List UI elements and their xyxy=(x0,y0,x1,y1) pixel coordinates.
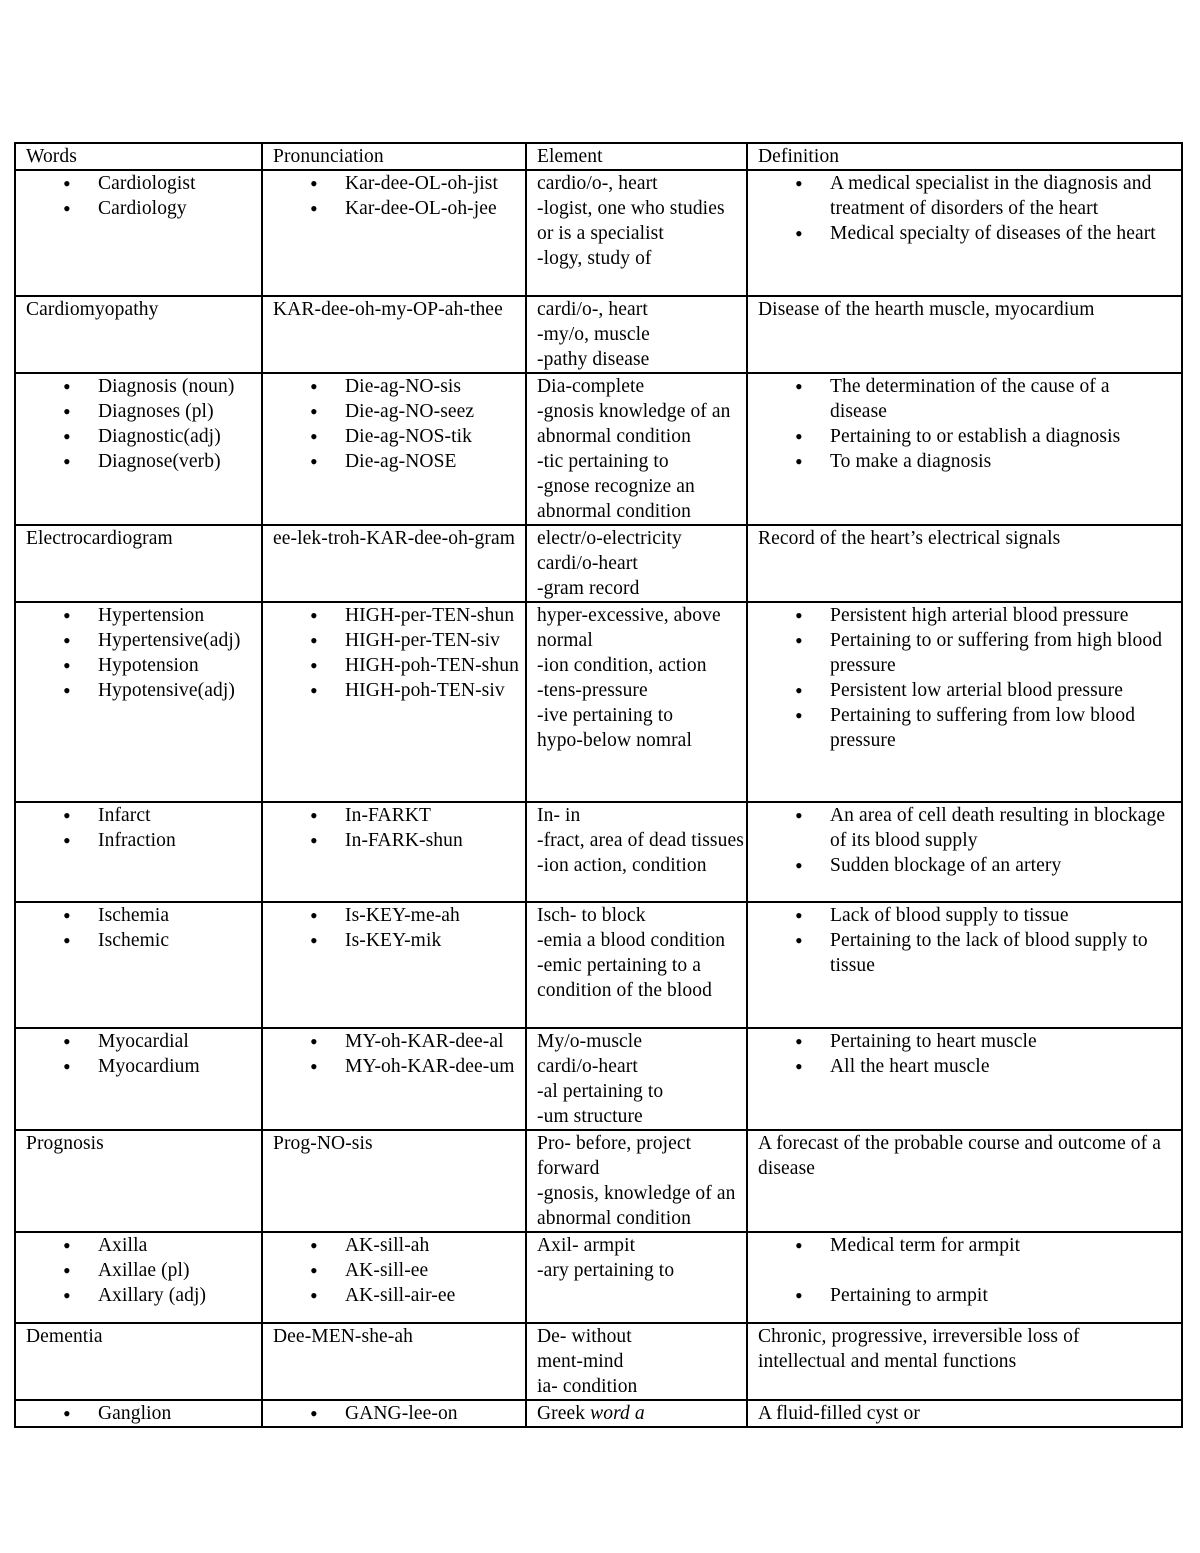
element-line: electr/o-electricity xyxy=(537,528,682,549)
header-definition: Definition xyxy=(747,143,1182,170)
table-row xyxy=(15,170,1182,296)
pronunciation-cell xyxy=(262,170,526,296)
element-line: -logist, one who studies or is a specialist xyxy=(537,198,725,244)
element-line: -emic pertaining to a condition of the blood xyxy=(537,955,712,1001)
words-cell xyxy=(15,802,262,902)
word-item: • Infarct xyxy=(26,803,261,828)
table-row xyxy=(15,1400,1182,1427)
definition-item: • The determination of the cause of a disease xyxy=(758,374,1167,424)
word-item: • Diagnosis (noun) xyxy=(26,374,261,399)
definition-item-list xyxy=(758,903,1167,978)
words-cell: Prognosis xyxy=(15,1130,262,1232)
word-item: • Cardiologist xyxy=(26,171,261,196)
pronunciation-cell: ee-lek-troh-KAR-dee-oh-gram xyxy=(262,525,526,602)
word-item: • Axillae (pl) xyxy=(26,1258,261,1283)
word-item: • Ischemia xyxy=(26,903,261,928)
element-line: cardio/o-, heart xyxy=(537,173,658,194)
table-row xyxy=(15,602,1182,802)
definition-item: • Pertaining to armpit xyxy=(758,1283,1167,1308)
element-line: -pathy disease xyxy=(537,349,650,370)
table-body xyxy=(15,170,1182,1427)
definition-item: • Pertaining to or suffering from high blood pressure xyxy=(758,628,1167,678)
element-line: hyper-excessive, above normal xyxy=(537,605,721,651)
element-line: hypo-below nomral xyxy=(537,730,692,751)
element-line: cardi/o-, heart xyxy=(537,299,648,320)
pronunciation-item: • HIGH-poh-TEN-siv xyxy=(273,678,525,703)
table-row xyxy=(15,373,1182,525)
words-cell: Cardiomyopathy xyxy=(15,296,262,373)
pronunciation-item: • Is-KEY-mik xyxy=(273,928,525,953)
table-row xyxy=(15,1028,1182,1130)
element-line: -emia a blood condition xyxy=(537,930,726,951)
element-line: -al pertaining to xyxy=(537,1081,664,1102)
pronunciation-item-list xyxy=(273,903,525,953)
definition-item-list xyxy=(758,171,1167,246)
pronunciation-item: • MY-oh-KAR-dee-um xyxy=(273,1054,525,1079)
table-row xyxy=(15,802,1182,902)
words-cell xyxy=(15,170,262,296)
words-cell: Dementia xyxy=(15,1323,262,1400)
element-cell xyxy=(526,1323,747,1400)
definition-item-list xyxy=(758,1233,1167,1308)
pronunciation-item-list xyxy=(273,171,525,221)
pronunciation-item: • In-FARKT xyxy=(273,803,525,828)
pronunciation-cell xyxy=(262,602,526,802)
element-cell xyxy=(526,296,747,373)
word-item: • Cardiology xyxy=(26,196,261,221)
pronunciation-cell xyxy=(262,802,526,902)
table-row xyxy=(15,525,1182,602)
spacer xyxy=(758,1258,1167,1283)
definition-cell xyxy=(747,1028,1182,1130)
definition-item-list xyxy=(758,603,1167,753)
element-line: cardi/o-heart xyxy=(537,553,638,574)
word-item-list xyxy=(26,374,261,474)
element-text: Greek xyxy=(537,1403,591,1424)
word-item: • Ischemic xyxy=(26,928,261,953)
element-cell xyxy=(526,525,747,602)
word-item: • Diagnose(verb) xyxy=(26,449,261,474)
pronunciation-item: • AK-sill-ah xyxy=(273,1233,525,1258)
element-line: De- without xyxy=(537,1326,632,1347)
word-item: • Hypertension xyxy=(26,603,261,628)
definition-item: • To make a diagnosis xyxy=(758,449,1167,474)
definition-item: • Pertaining to the lack of blood supply to tissue xyxy=(758,928,1167,978)
pronunciation-item: • Die-ag-NO-sis xyxy=(273,374,525,399)
pronunciation-item: • MY-oh-KAR-dee-al xyxy=(273,1029,525,1054)
pronunciation-item-list xyxy=(273,603,525,703)
word-item: • Axilla xyxy=(26,1233,261,1258)
element-line: Axil- armpit xyxy=(537,1235,636,1256)
words-cell xyxy=(15,1028,262,1130)
word-item: • Diagnostic(adj) xyxy=(26,424,261,449)
element-cell xyxy=(526,902,747,1028)
element-cell xyxy=(526,602,747,802)
pronunciation-item-list xyxy=(273,1401,525,1426)
element-line: In- in xyxy=(537,805,581,826)
pronunciation-item: • Kar-dee-OL-oh-jist xyxy=(273,171,525,196)
terminology-table xyxy=(14,142,1183,1428)
pronunciation-item: • In-FARK-shun xyxy=(273,828,525,853)
definition-cell xyxy=(747,902,1182,1028)
table-row xyxy=(15,902,1182,1028)
pronunciation-cell: Prog-NO-sis xyxy=(262,1130,526,1232)
element-line: Pro- before, project forward xyxy=(537,1133,692,1179)
definition-item: • A medical specialist in the diagnosis and treatment of disorders of the heart xyxy=(758,171,1167,221)
definition-cell xyxy=(747,802,1182,902)
words-cell xyxy=(15,902,262,1028)
definition-cell: Chronic, progressive, irreversible loss of intellectual and mental functions xyxy=(747,1323,1182,1400)
element-line: -um structure xyxy=(537,1106,643,1127)
word-item: • Hypertensive(adj) xyxy=(26,628,261,653)
definition-cell: Record of the heart’s electrical signals xyxy=(747,525,1182,602)
element-cell xyxy=(526,1028,747,1130)
definition-item: • Pertaining to or establish a diagnosis xyxy=(758,424,1167,449)
definition-item-list xyxy=(758,1029,1167,1079)
word-item-list xyxy=(26,903,261,953)
words-cell: Electrocardiogram xyxy=(15,525,262,602)
definition-cell xyxy=(747,373,1182,525)
element-cell xyxy=(526,802,747,902)
element-line: Isch- to block xyxy=(537,905,646,926)
element-line: ment-mind xyxy=(537,1351,624,1372)
definition-item: • Lack of blood supply to tissue xyxy=(758,903,1167,928)
word-item: • Hypotension xyxy=(26,653,261,678)
header-element: Element xyxy=(526,143,747,170)
element-line: -ion condition, action xyxy=(537,655,707,676)
word-item-list xyxy=(26,1233,261,1308)
pronunciation-item: • AK-sill-air-ee xyxy=(273,1283,525,1308)
pronunciation-item: • GANG-lee-on xyxy=(273,1401,525,1426)
pronunciation-item: • HIGH-per-TEN-siv xyxy=(273,628,525,653)
words-cell xyxy=(15,1400,262,1427)
header-pronunciation: Pronunciation xyxy=(262,143,526,170)
definition-cell: A fluid-filled cyst or xyxy=(747,1400,1182,1427)
element-line: -ive pertaining to xyxy=(537,705,674,726)
pronunciation-item-list xyxy=(273,374,525,474)
words-cell xyxy=(15,1232,262,1323)
word-item: • Diagnoses (pl) xyxy=(26,399,261,424)
pronunciation-item: • AK-sill-ee xyxy=(273,1258,525,1283)
header-row xyxy=(15,143,1182,170)
pronunciation-item-list xyxy=(273,803,525,853)
element-line: -logy, study of xyxy=(537,248,652,269)
definition-item: • Medical term for armpit xyxy=(758,1233,1167,1258)
definition-cell: Disease of the hearth muscle, myocardium xyxy=(747,296,1182,373)
pronunciation-cell xyxy=(262,1232,526,1323)
pronunciation-item-list xyxy=(273,1029,525,1079)
element-line: Dia-complete xyxy=(537,376,645,397)
element-line: -ary pertaining to xyxy=(537,1260,675,1281)
definition-item: • Pertaining to suffering from low blood pressure xyxy=(758,703,1167,753)
pronunciation-item: • HIGH-per-TEN-shun xyxy=(273,603,525,628)
element-cell xyxy=(526,1400,747,1427)
pronunciation-cell xyxy=(262,1028,526,1130)
word-item: • Hypotensive(adj) xyxy=(26,678,261,703)
element-line: -fract, area of dead tissues xyxy=(537,830,744,851)
element-line: -gnosis knowledge of an abnormal condition xyxy=(537,401,731,447)
definition-item: • All the heart muscle xyxy=(758,1054,1167,1079)
element-italic-text: word a xyxy=(590,1403,645,1424)
element-line: ia- condition xyxy=(537,1376,638,1397)
definition-item: • Persistent low arterial blood pressure xyxy=(758,678,1167,703)
document-page xyxy=(14,142,1181,1428)
definition-item-list xyxy=(758,374,1167,474)
definition-cell xyxy=(747,1232,1182,1323)
pronunciation-item: • HIGH-poh-TEN-shun xyxy=(273,653,525,678)
definition-cell xyxy=(747,170,1182,296)
word-item: • Ganglion xyxy=(26,1401,261,1426)
element-cell xyxy=(526,170,747,296)
definition-item: • An area of cell death resulting in blockage of its blood supply xyxy=(758,803,1167,853)
pronunciation-item: • Die-ag-NOSE xyxy=(273,449,525,474)
element-line: -tens-pressure xyxy=(537,680,648,701)
table-row xyxy=(15,1130,1182,1232)
element-line: -gram record xyxy=(537,578,640,599)
word-item-list xyxy=(26,603,261,703)
definition-item: • Persistent high arterial blood pressure xyxy=(758,603,1167,628)
word-item: • Axillary (adj) xyxy=(26,1283,261,1308)
definition-cell: A forecast of the probable course and outcome of a disease xyxy=(747,1130,1182,1232)
definition-item: • Pertaining to heart muscle xyxy=(758,1029,1167,1054)
element-line: -tic pertaining to xyxy=(537,451,669,472)
element-line: -my/o, muscle xyxy=(537,324,650,345)
header-words: Words xyxy=(15,143,262,170)
word-item: • Myocardial xyxy=(26,1029,261,1054)
word-item: • Infraction xyxy=(26,828,261,853)
word-item-list xyxy=(26,1401,261,1426)
definition-cell xyxy=(747,602,1182,802)
element-line: My/o-muscle xyxy=(537,1031,643,1052)
pronunciation-item: • Die-ag-NOS-tik xyxy=(273,424,525,449)
table-row xyxy=(15,1323,1182,1400)
pronunciation-item: • Die-ag-NO-seez xyxy=(273,399,525,424)
element-cell xyxy=(526,1130,747,1232)
table-row xyxy=(15,296,1182,373)
pronunciation-item-list xyxy=(273,1233,525,1308)
word-item: • Myocardium xyxy=(26,1054,261,1079)
pronunciation-item: • Is-KEY-me-ah xyxy=(273,903,525,928)
definition-item: • Medical specialty of diseases of the heart xyxy=(758,221,1167,246)
definition-item: • Sudden blockage of an artery xyxy=(758,853,1167,878)
pronunciation-cell: Dee-MEN-she-ah xyxy=(262,1323,526,1400)
words-cell xyxy=(15,373,262,525)
words-cell xyxy=(15,602,262,802)
element-line: -gnose recognize an abnormal condition xyxy=(537,476,695,522)
pronunciation-item: • Kar-dee-OL-oh-jee xyxy=(273,196,525,221)
element-cell xyxy=(526,1232,747,1323)
word-item-list xyxy=(26,171,261,221)
word-item-list xyxy=(26,803,261,853)
pronunciation-cell xyxy=(262,373,526,525)
element-line: -ion action, condition xyxy=(537,855,707,876)
pronunciation-cell: KAR-dee-oh-my-OP-ah-thee xyxy=(262,296,526,373)
pronunciation-cell xyxy=(262,1400,526,1427)
element-line: -gnosis, knowledge of an abnormal condition xyxy=(537,1183,736,1229)
pronunciation-cell xyxy=(262,902,526,1028)
element-line: cardi/o-heart xyxy=(537,1056,638,1077)
word-item-list xyxy=(26,1029,261,1079)
element-cell xyxy=(526,373,747,525)
table-row xyxy=(15,1232,1182,1323)
definition-item-list xyxy=(758,803,1167,878)
